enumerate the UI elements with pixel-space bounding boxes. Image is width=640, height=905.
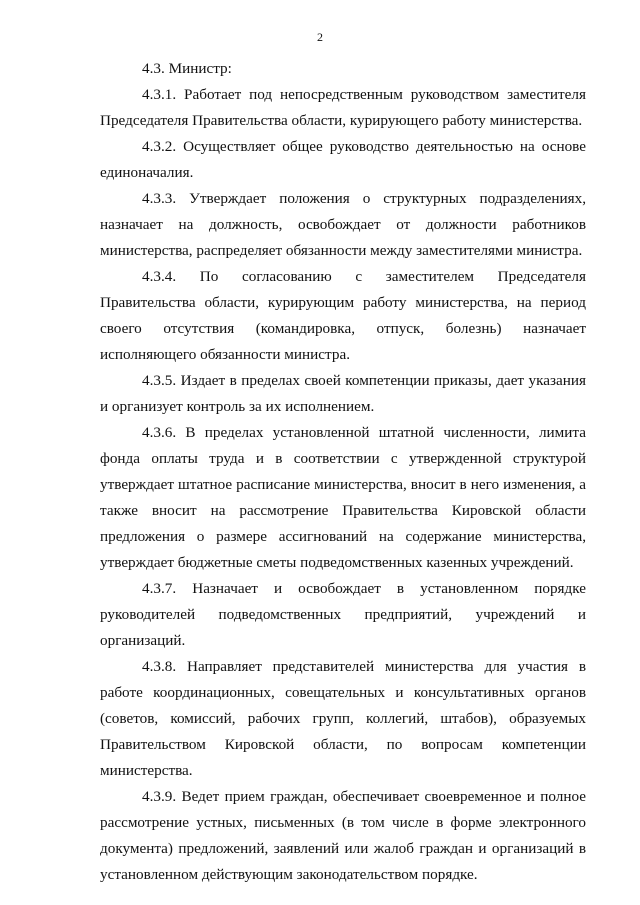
paragraph-4-3-1: 4.3.1. Работает под непосредственным руководством заместителя Председателя Правительства области, курирующего работу министерства. xyxy=(100,86,586,129)
paragraph-4-3-3: 4.3.3. Утверждает положения о структурных подразделениях, назначает на должность, освобождает от должности работников министерства, распределяет обязанности между заместителями министра. xyxy=(100,190,586,259)
paragraph-4-3-7: 4.3.7. Назначает и освобождает в установленном порядке руководителей подведомственных предприятий, учреждений и организаций. xyxy=(100,580,586,649)
page-number: 2 xyxy=(317,30,323,44)
paragraph-4-3-4: 4.3.4. По согласованию с заместителем Председателя Правительства области, курирующим работу министерства, на период своего отсутствия (командировка, отпуск, болезнь) назначает исполняющего обязанности министра. xyxy=(100,268,586,363)
paragraph-4-3-9: 4.3.9. Ведет прием граждан, обеспечивает своевременное и полное рассмотрение устных, письменных (в том числе в форме электронного документа) предложений, заявлений или жалоб граждан и организаций в установленном действующим законодательством порядке. xyxy=(100,788,586,883)
paragraph-4-3-5: 4.3.5. Издает в пределах своей компетенции приказы, дает указания и организует контроль за их исполнением. xyxy=(100,372,586,415)
section-heading: 4.3. Министр: xyxy=(142,60,232,77)
paragraph-4-3-8: 4.3.8. Направляет представителей министерства для участия в работе координационных, совещательных и консультативных органов (советов, комиссий, рабочих групп, коллегий, штабов), образуемых Правительством Кировской области, по вопросам компетенции министерства. xyxy=(100,658,586,779)
paragraph-4-3-6: 4.3.6. В пределах установленной штатной численности, лимита фонда оплаты труда и в соответствии с утвержденной структурой утверждает штатное расписание министерства, вносит в него изменения, а также вносит на рассмотрение Правительства Кировской области предложения о размере ассигнований на содержание министерства, утверждает бюджетные сметы подведомственных казенных учреждений. xyxy=(100,424,586,571)
document-body xyxy=(100,56,586,888)
paragraph-4-3-2: 4.3.2. Осуществляет общее руководство деятельностью на основе единоначалия. xyxy=(100,138,586,181)
